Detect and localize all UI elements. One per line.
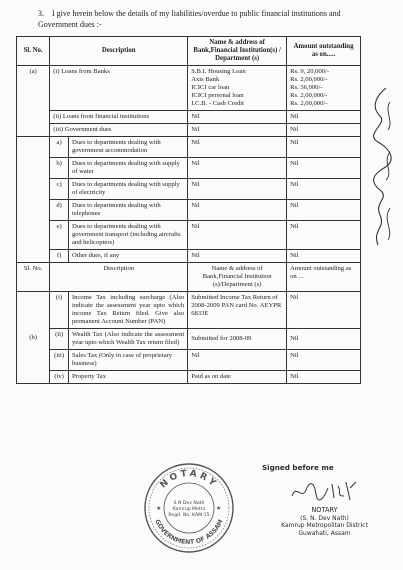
table-header-row <box>17 37 361 66</box>
subheader-amount: Amount outstanding as on ... <box>287 263 361 292</box>
row-name: Submitted for 2008-09 <box>188 329 287 350</box>
row-desc: Dues to departments dealing with supply of electricity <box>68 179 187 200</box>
list-item: ICICI personal loan <box>191 92 244 99</box>
row-desc: Property Tax <box>68 371 187 384</box>
row-name: Nil <box>188 350 287 371</box>
table-row <box>17 124 361 137</box>
section-number: 3. <box>38 9 44 18</box>
row-desc: (ii) Loans from financial institutions <box>50 111 188 124</box>
signed-before-label: Signed before me <box>262 463 334 472</box>
liabilities-table <box>16 36 361 384</box>
row-name: Nil <box>188 200 287 221</box>
amounts-list <box>287 66 361 111</box>
row-desc: Income Tax including surcharge (Also indicate the assessment year upto which income Tax Return filed. Give also permanent Account Number (PAN) <box>68 292 187 329</box>
row-label: d) <box>50 200 69 221</box>
row-name: Nil <box>188 124 287 137</box>
seal-line-1: S N Dev Nath <box>173 501 205 506</box>
subheader-name-address: Name & address of Bank,Financial Institution (s)/Department (s) <box>188 263 287 292</box>
notary-place-2: Guwahati, Assam <box>298 529 351 537</box>
bank-names-list <box>188 66 287 111</box>
star-icon: ★ <box>156 506 162 512</box>
seal-line-3: Regd. No. KAM-15 <box>168 513 210 518</box>
table-subheader-row <box>17 263 361 292</box>
table-row <box>17 66 361 111</box>
star-icon: ★ <box>216 506 222 512</box>
notary-name: (S. N. Dev Nath) <box>300 514 349 522</box>
row-desc: (i) Loans from Banks <box>50 66 188 111</box>
list-item: Rs. 9, 20,000/- <box>290 68 330 75</box>
list-item: I.C.B. - Cash Credit <box>191 100 244 107</box>
row-amount: Nil <box>287 250 361 263</box>
row-name: Paid as on date <box>188 371 287 384</box>
row-amount: Nil <box>287 292 361 329</box>
row-desc: Other dues, if any <box>68 250 187 263</box>
row-desc: (iii) Government dues <box>50 124 188 137</box>
row-desc: Dues to departments dealing with telephones <box>68 200 187 221</box>
row-label: a) <box>50 137 69 158</box>
row-amount: Nil <box>287 200 361 221</box>
row-amount: Nil <box>287 124 361 137</box>
blank-cell <box>17 137 50 263</box>
row-label: f) <box>50 250 69 263</box>
row-label: e) <box>50 221 69 250</box>
table-row <box>17 179 361 200</box>
notary-seal <box>143 462 235 554</box>
row-desc: Dues to departments dealing with government transport (including aircrafts and helicopters) <box>68 221 187 250</box>
side-signature <box>368 80 398 250</box>
table-row <box>17 221 361 250</box>
row-name: Nil <box>188 179 287 200</box>
seal-bottom-text: GOVERNMENT OF ASSAM <box>153 518 225 547</box>
list-item: Rs. 2,00,000/- <box>290 76 328 83</box>
row-label: b) <box>50 158 69 179</box>
table-row <box>17 200 361 221</box>
table-row <box>17 329 361 350</box>
row-name: Nil <box>188 250 287 263</box>
seal-line-2: Kamrup Metro <box>172 507 206 512</box>
table-row <box>17 371 361 384</box>
row-name: Nil <box>188 111 287 124</box>
row-amount: Nil <box>287 221 361 250</box>
row-amount: Nil <box>287 111 361 124</box>
svg-text:NOTARY <box>159 469 220 491</box>
svg-text:GOVERNMENT OF ASSAM <box>153 518 224 546</box>
list-item: Rs. 2,00,000/- <box>290 100 328 107</box>
row-amount: Nil <box>287 329 361 350</box>
notary-place-1: Kamrup Metropolitan District <box>281 522 368 529</box>
list-item: Rs. 36,000/- <box>290 84 323 91</box>
row-label: c) <box>50 179 69 200</box>
row-sl-a: (a) <box>17 66 50 137</box>
row-amount: Nil <box>287 158 361 179</box>
table-row <box>17 137 361 158</box>
row-sl-b: (b) <box>17 292 50 384</box>
section-heading-text: I give herein below the details of my liabilities/overdue to public financial institutions and Government dues :- <box>38 9 341 29</box>
row-label: (i) <box>50 292 69 329</box>
list-item: S.B.I. Housing Loan <box>191 68 246 75</box>
table-row <box>17 350 361 371</box>
row-name: Submitted Income Tax Return of 2008-2009 PAN card No. AEYPR 6833E <box>188 292 287 329</box>
row-desc: Sales Tax (Only in case of proprietary business) <box>68 350 187 371</box>
seal-top-text: NOTARY <box>158 468 220 491</box>
notary-block <box>262 493 387 537</box>
header-sl-no: Sl. No. <box>17 37 50 66</box>
row-label: (iii) <box>50 350 69 371</box>
subheader-sl-no: Sl. No. <box>17 263 50 292</box>
subheader-description: Description <box>50 263 188 292</box>
row-label: (ii) <box>50 329 69 350</box>
row-name: Nil <box>188 158 287 179</box>
list-item: Axis Bank <box>191 76 220 83</box>
row-desc: Dues to departments dealing with government accommodation <box>68 137 187 158</box>
notary-title: NOTARY <box>311 506 338 514</box>
header-name-address: Name & address of Bank,Financial Institution(s) / Department (s) <box>188 37 287 66</box>
row-name: Nil <box>188 137 287 158</box>
list-item: ICICI car loan <box>191 84 230 91</box>
row-name: Nil <box>188 221 287 250</box>
row-amount: Nil <box>287 137 361 158</box>
row-amount: Nil <box>287 371 361 384</box>
row-amount: Nil <box>287 179 361 200</box>
row-label: (iv) <box>50 371 69 384</box>
header-description: Description <box>50 37 188 66</box>
table-row <box>17 158 361 179</box>
table-row <box>17 111 361 124</box>
row-desc: Wealth Tax (Also indicate the assessment year upto which Wealth Tax return filed) <box>68 329 187 350</box>
row-amount: Nil <box>287 350 361 371</box>
row-desc: Dues to departments dealing with supply of water <box>68 158 187 179</box>
table-row <box>17 292 361 329</box>
list-item: Rs. 2,00,000/- <box>290 92 328 99</box>
table-row <box>17 250 361 263</box>
section-heading <box>38 8 358 30</box>
header-amount: Amount outstanding as on..... <box>287 37 361 66</box>
